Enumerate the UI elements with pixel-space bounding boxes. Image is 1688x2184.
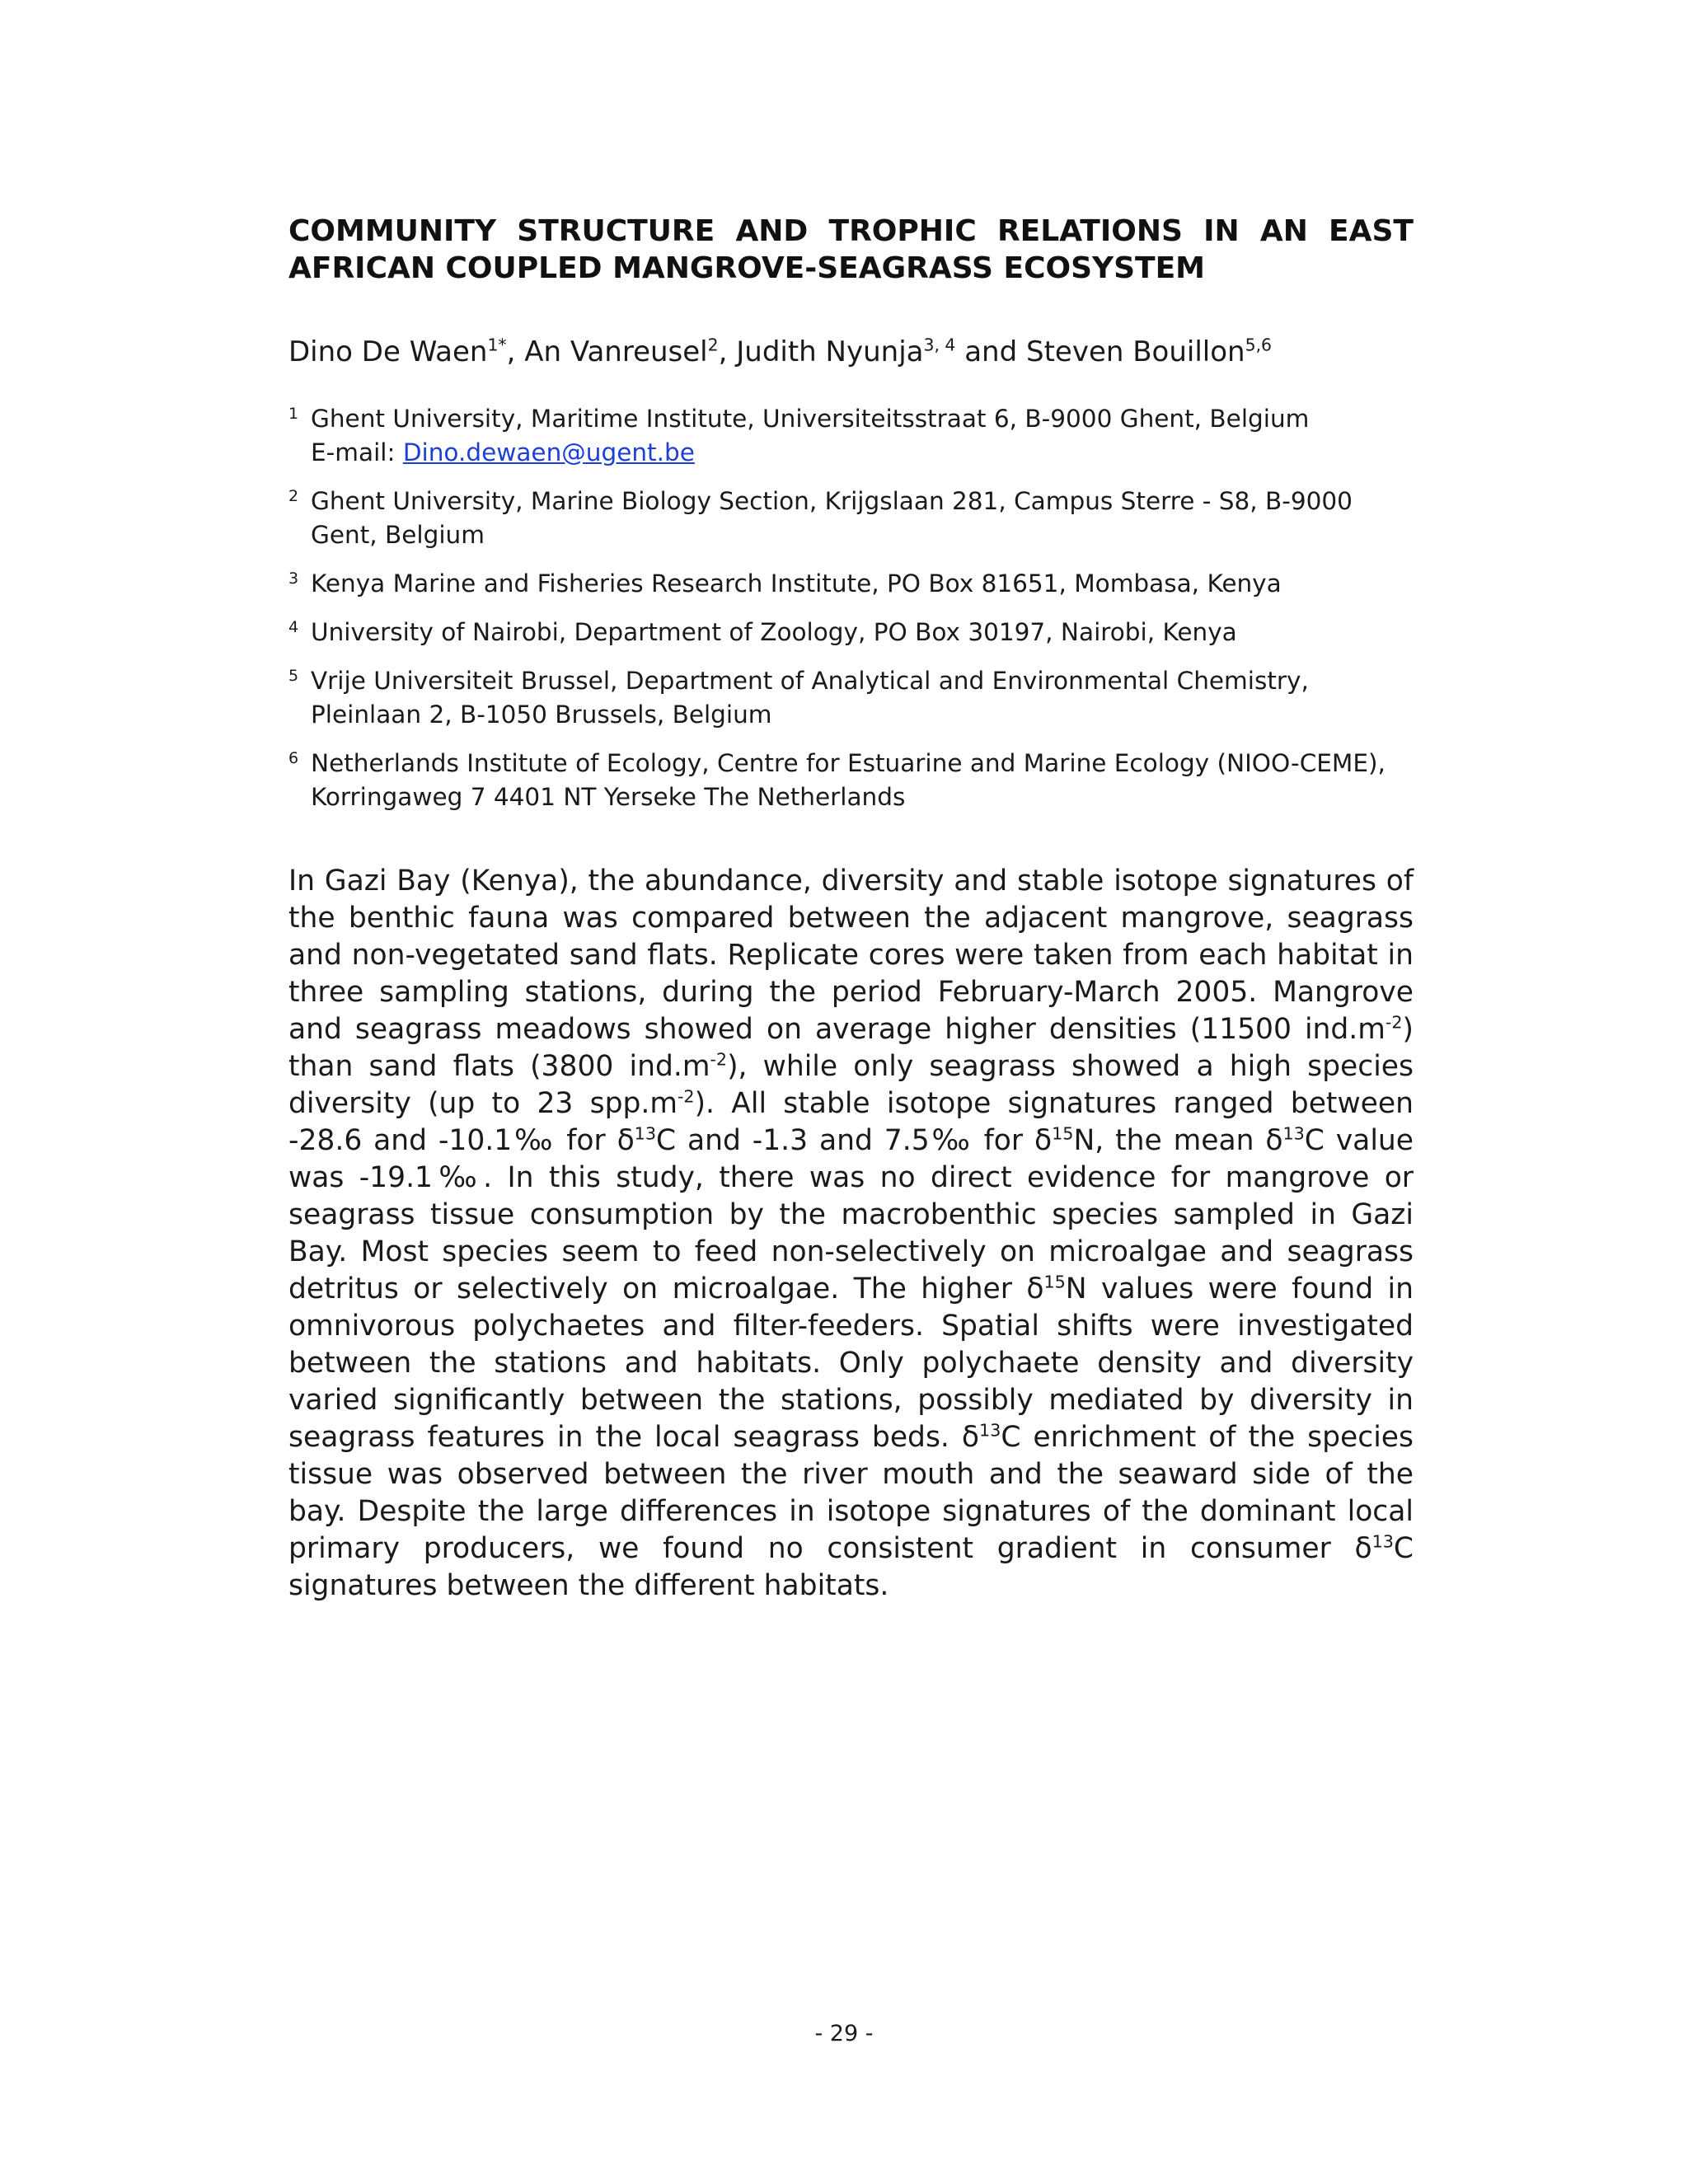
affiliation-number: 6 [288, 749, 299, 767]
author-conjunction: and [964, 335, 1018, 368]
author-separator: , [718, 335, 737, 368]
affiliation-number: 5 [288, 667, 299, 685]
affiliation-text: Kenya Marine and Fisheries Research Institute, PO Box 81651, Mombasa, Kenya [311, 569, 1282, 598]
abstract-superscript: 15 [1043, 1272, 1066, 1292]
abstract-text: N values were found in omnivorous polychaetes and filter-feeders. Spatial shifts were investigated between the stations and habitats. Only polychaete density and diversity varied significantly between the stations, possibly mediated by diversity in seagrass features in the local seagrass beds. δ [288, 1272, 1414, 1454]
author-superscript: 1* [487, 335, 507, 355]
author-superscript: 5,6 [1245, 335, 1273, 355]
paper-title: COMMUNITY STRUCTURE AND TROPHIC RELATIONS IN AN EAST AFRICAN COUPLED MANGROVE-SEAGRASS ECOSYSTEM [288, 214, 1414, 285]
affiliation-text: Ghent University, Marine Biology Section, Krijgslaan 281, Campus Sterre - S8, B-9000 Gent, Belgium [311, 487, 1353, 549]
page-number: - 29 - [814, 2021, 874, 2046]
abstract-superscript: -2 [1385, 1012, 1403, 1033]
affiliation-item [288, 616, 1414, 649]
author-superscript: 2 [707, 335, 719, 355]
affiliation-item [288, 402, 1414, 470]
abstract-text: ) than sand flats (3800 ind.m [288, 1013, 1414, 1083]
abstract-text: ), while only seagrass showed a high species diversity (up to 23 spp.m [288, 1050, 1414, 1120]
abstract-superscript: 13 [634, 1123, 656, 1144]
author-name: An Vanreusel [524, 335, 708, 368]
abstract-superscript: -2 [710, 1049, 728, 1070]
author-list [288, 334, 1414, 370]
abstract-text: C and -1.3 and 7.5‰ for δ [656, 1124, 1053, 1157]
abstract-text: ). All stable isotope signatures ranged between -28.6 and -10.1‰ for δ [288, 1087, 1414, 1157]
abstract-superscript: 13 [1282, 1123, 1305, 1144]
affiliation-text: Ghent University, Maritime Institute, Universiteitsstraat 6, B-9000 Ghent, Belgium [311, 405, 1310, 433]
abstract-superscript: 15 [1052, 1123, 1074, 1144]
abstract-superscript: 13 [1372, 1531, 1394, 1552]
affiliation-item [288, 664, 1414, 732]
affiliation-text: University of Nairobi, Department of Zoology, PO Box 30197, Nairobi, Kenya [311, 618, 1237, 646]
author-separator: , [506, 335, 525, 368]
affiliation-number: 3 [288, 569, 299, 588]
abstract-text: C enrichment of the species tissue was observed between the river mouth and the seaward side of the bay. Despite the large differences in isotope signatures of the dominant local primary producers, we found no consistent gradient in consumer δ [288, 1421, 1414, 1565]
abstract-superscript: -2 [677, 1086, 695, 1107]
abstract-text: N, the mean δ [1073, 1124, 1283, 1157]
abstract-paragraph [288, 863, 1414, 1605]
author-name: Steven Bouillon [1026, 335, 1245, 368]
email-label: E-mail: [311, 438, 396, 466]
abstract-superscript: 13 [979, 1420, 1001, 1441]
abstract-text: In Gazi Bay (Kenya), the abundance, diversity and stable isotope signatures of the benthic fauna was compared between the adjacent mangrove, seagrass and non-vegetated sand flats. Replicate cores were taken from each habitat in three sampling stations, during the period February-March 2005. Mangrove and seagrass meadows showed on average higher densities (11500 ind.m [288, 865, 1414, 1046]
author-name: Dino De Waen [288, 335, 488, 368]
affiliation-list [288, 402, 1414, 829]
affiliation-item [288, 567, 1414, 601]
abstract-text: C value was -19.1‰. In this study, there was no direct evidence for mangrove or seagrass tissue consumption by the macrobenthic species sampled in Gazi Bay. Most species seem to feed non-selectively on microalgae and seagrass detritus or selectively on microalgae. The higher δ [288, 1124, 1414, 1305]
affiliation-number: 1 [288, 405, 299, 423]
email-link[interactable]: Dino.dewaen@ugent.be [402, 438, 695, 466]
affiliation-number: 2 [288, 487, 299, 505]
author-superscript: 3, 4 [923, 335, 956, 355]
affiliation-text: Vrije Universiteit Brussel, Department of Analytical and Environmental Chemistry, Pleinlaan 2, B-1050 Brussels, Belgium [311, 667, 1309, 729]
affiliation-number: 4 [288, 618, 299, 636]
affiliation-item [288, 747, 1414, 814]
affiliation-item [288, 485, 1414, 552]
author-name: Judith Nyunja [736, 335, 924, 368]
affiliation-text: Netherlands Institute of Ecology, Centre for Estuarine and Marine Ecology (NIOO-CEME), Korringaweg 7 4401 NT Yerseke The Netherlands [311, 749, 1386, 811]
abstract-text: C signatures between the different habitats. [288, 1532, 1414, 1602]
